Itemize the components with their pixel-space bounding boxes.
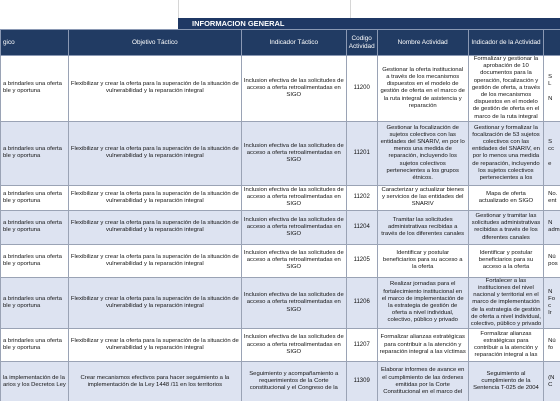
table-row: [1, 56, 560, 122]
cell-tactical-objective-line: Crear mecanismos efectivos para hacer seguimiento a la: [80, 374, 230, 381]
cell-activity-indicator-line: de reparación, incluyendo: [472, 160, 540, 167]
header-col-strategic[interactable]: gico: [1, 30, 69, 56]
cell-tactical-objective[interactable]: [68, 277, 241, 328]
cell-extra-line: [548, 88, 559, 95]
cell-strategic-objective[interactable]: [1, 121, 69, 185]
cell-activity-name[interactable]: [377, 244, 468, 277]
cell-activity-name-line: étnicos.: [412, 174, 433, 181]
cell-activity-name-line: Constitucional en el marco del: [383, 388, 463, 395]
data-table: [0, 29, 560, 401]
cell-tactical-objective-line: Flexibilizar y crear la oferta para la superación de la situación de: [70, 81, 239, 88]
cell-activity-name[interactable]: [377, 56, 468, 122]
cell-tactical-indicator-line: acceso a oferta retroalimentadas en: [246, 84, 341, 91]
cell-activity-indicator-line: documentos para la: [480, 70, 532, 77]
cell-activity-indicator-line: Mapa de oferta: [486, 190, 526, 197]
cell-activity-indicator-line: acceso a la oferta: [482, 264, 530, 271]
cell-activity-name-line: oferta a nivel individual,: [391, 310, 454, 317]
cell-extra[interactable]: [544, 362, 560, 401]
header-extra[interactable]: [544, 30, 560, 56]
cell-activity-name-line: Formalizar alianzas estratégicas: [380, 334, 465, 341]
cell-tactical-indicator-line: SIGO: [286, 348, 302, 355]
cell-activity-indicator-line: colectivo, público y privado: [470, 321, 542, 328]
cell-tactical-indicator[interactable]: [241, 121, 346, 185]
cell-activity-name[interactable]: [377, 210, 468, 244]
cell-tactical-objective-line: Flexibilizar y crear la oferta para la superación de la situación de: [70, 295, 239, 302]
cell-activity-indicator-line: focalización de 53 sujetos: [472, 131, 540, 138]
cell-activity-indicator-line: de oferta a nivel individual,: [471, 313, 541, 320]
section-banner[interactable]: INFORMACION GENERAL: [178, 18, 560, 29]
cell-tactical-indicator[interactable]: [241, 277, 346, 328]
cell-extra[interactable]: [544, 329, 560, 362]
cell-strategic-objective-line: ble y oportuna: [3, 197, 41, 204]
cell-activity-indicator-line: Identificar y postular: [479, 250, 533, 257]
cell-activity-name[interactable]: [377, 329, 468, 362]
cell-activity-indicator-line: Sentencia T-025 de 2004: [473, 385, 539, 392]
cell-tactical-indicator-line: Inclusion efectiva de las solicitudes de: [243, 187, 344, 194]
cell-activity-indicator-line: Gestionar y tramitar las: [475, 212, 537, 219]
cell-activity-indicator-line: beneficiarios para su: [478, 257, 534, 264]
cell-activity-indicator-line: Fortalecer a las: [485, 277, 527, 284]
cell-activity-indicator[interactable]: [468, 362, 543, 401]
table-row: [1, 121, 560, 185]
header-tactical-objective[interactable]: Objetivo Táctico: [68, 30, 241, 56]
cell-tactical-indicator-line: Inclusion efectiva de las solicitudes de: [243, 77, 344, 84]
cell-extra-line: fo: [548, 345, 554, 352]
cell-activity-name-line: sujetos colectivos: [399, 160, 446, 167]
cell-activity-indicator-line: de la estrategia de gestión: [471, 306, 541, 313]
cell-activity-indicator[interactable]: [468, 277, 543, 328]
cell-strategic-objective[interactable]: [1, 56, 69, 122]
cell-tactical-indicator[interactable]: [241, 56, 346, 122]
cell-activity-indicator[interactable]: [468, 244, 543, 277]
cell-extra[interactable]: [544, 210, 560, 244]
cell-tactical-objective[interactable]: [68, 121, 241, 185]
cell-extra-line: e: [548, 160, 552, 167]
cell-tactical-indicator-line: SIGO: [286, 306, 302, 313]
cell-activity-indicator-line: aprobación de 10: [483, 63, 529, 70]
cell-activity-name-line: dispuestos en el modelo de: [386, 81, 459, 88]
cell-activity-indicator-line: por lo menos una medida: [472, 153, 540, 160]
cell-activity-name-line: administrativas recibidas a: [388, 223, 458, 230]
cell-extra-line: S: [548, 74, 553, 80]
cell-activity-indicator-line: instituciones del nivel: [478, 285, 534, 292]
cell-tactical-indicator-line: requerimientos de la Corte: [259, 378, 329, 385]
cell-activity-name-line: la estrategia de gestión de: [388, 303, 458, 310]
cell-tactical-indicator-line: Inclusion efectiva de las solicitudes de: [243, 250, 344, 257]
cell-extra-line: S: [548, 138, 553, 145]
cell-activity-indicator-line: actualizado en SIGO: [478, 197, 534, 204]
cell-activity-code[interactable]: 11207: [346, 329, 377, 362]
cell-extra[interactable]: [544, 56, 560, 122]
cell-activity-name-line: Elaborar informes de avance en: [380, 367, 465, 374]
cell-tactical-indicator-line: Inclusion efectiva de las solicitudes de: [243, 142, 344, 149]
cell-strategic-objective-line: a brindarles una oferta: [3, 190, 62, 197]
cell-tactical-indicator[interactable]: [241, 329, 346, 362]
cell-tactical-objective-line: implementación de la Ley 1448 /11 en los territorios: [87, 381, 223, 388]
cell-activity-name-line: Identificar y postular: [396, 250, 450, 257]
cell-strategic-objective-line: a brindarles una oferta: [3, 295, 62, 302]
cell-tactical-indicator-line: acceso a oferta retroalimentadas en: [246, 149, 341, 156]
table-row: [1, 185, 560, 210]
cell-extra-line: C: [548, 381, 553, 388]
cell-activity-name-line: menos una medida de: [393, 146, 452, 153]
cell-activity-indicator-line: operación, focalización y: [473, 77, 539, 84]
cell-activity-code[interactable]: 11200: [346, 56, 377, 122]
cell-activity-name-line: el cumplimiento de las órdenes: [382, 374, 464, 381]
cell-activity-indicator-line: Formalizar alianzas: [480, 330, 532, 337]
cell-extra-line: pos: [548, 260, 558, 267]
cell-activity-name-line: reparación: [408, 102, 437, 109]
cell-activity-indicator-line: de los mecanismos: [480, 92, 532, 99]
cell-activity-code[interactable]: 11206: [346, 277, 377, 328]
cell-strategic-objective-line: a brindarles una oferta: [3, 146, 62, 153]
cell-activity-indicator-line: Formalizar y gestionar la: [473, 56, 539, 62]
cell-tactical-objective[interactable]: [68, 210, 241, 244]
gridline: [178, 0, 179, 18]
cell-extra-line: Fo: [548, 295, 556, 302]
cell-extra-line: N: [548, 288, 553, 295]
cell-activity-indicator-line: de gestión de oferta en el: [472, 106, 540, 113]
cell-strategic-objective-line: arios y los Decretos Ley: [3, 381, 66, 388]
cell-activity-indicator-line: nacional y territorial en el: [473, 292, 539, 299]
header-activity-name[interactable]: Nombre Actividad: [377, 30, 468, 56]
cell-tactical-objective[interactable]: [68, 185, 241, 210]
cell-tactical-objective[interactable]: [68, 329, 241, 362]
cell-tactical-indicator-line: SIGO: [286, 201, 302, 208]
cell-strategic-objective[interactable]: [1, 329, 69, 362]
cell-activity-name-line: través de los diferentes canales: [381, 230, 465, 237]
cell-activity-indicator[interactable]: [468, 56, 543, 122]
table-row: [1, 244, 560, 277]
cell-activity-name-line: Realizar jornadas para el: [389, 281, 456, 288]
cell-activity-indicator-line: colectivos con las: [482, 138, 530, 145]
cell-tactical-indicator[interactable]: [241, 185, 346, 210]
cell-tactical-objective[interactable]: [68, 362, 241, 401]
cell-tactical-indicator-line: Inclusion efectiva de las solicitudes de: [243, 334, 344, 341]
cell-tactical-objective-line: Flexibilizar y crear la oferta para la superación de la situación de: [70, 253, 239, 260]
cell-tactical-indicator-line: Inclusion efectiva de las solicitudes de: [243, 292, 344, 299]
cell-tactical-objective-line: vulnerabilidad y la reparación integral: [106, 197, 204, 204]
cell-tactical-indicator-line: acceso a oferta retroalimentadas en: [246, 194, 341, 201]
cell-strategic-objective-line: ble y oportuna: [3, 260, 41, 267]
cell-extra-line: ent: [548, 197, 557, 204]
cell-tactical-indicator-line: constitucional y el Congreso de la: [249, 385, 338, 392]
cell-tactical-indicator-line: acceso a oferta retroalimentadas en: [246, 257, 341, 264]
banner-left-blank: [0, 18, 178, 29]
cell-tactical-objective-line: vulnerabilidad y la reparación integral: [106, 88, 204, 95]
cell-activity-indicator[interactable]: [468, 121, 543, 185]
cell-strategic-objective[interactable]: [1, 185, 69, 210]
cell-extra-line: cc: [548, 146, 555, 153]
header-activity-code-line1: Codigo: [351, 34, 372, 42]
cell-activity-name-line: pertenecientes a los grupos: [386, 167, 459, 174]
cell-activity-name[interactable]: [377, 121, 468, 185]
cell-activity-name-line: reparación integral a las víctimas: [379, 348, 466, 355]
cell-activity-indicator-line: dispuestos en el modelo: [474, 99, 538, 106]
table-row: [1, 277, 560, 328]
cell-activity-indicator-line: diferentes canales: [482, 234, 530, 241]
cell-activity-code[interactable]: 11201: [346, 121, 377, 185]
header-tactical-indicator[interactable]: Indicador Táctico: [241, 30, 346, 56]
cell-activity-name-line: a través de los mecanismos: [386, 74, 460, 80]
cell-activity-indicator-line: recibidas a través de los: [474, 227, 538, 234]
cell-tactical-objective-line: vulnerabilidad y la reparación integral: [106, 227, 204, 234]
cell-activity-name-line: el marco de implementación de: [381, 295, 464, 302]
cell-activity-indicator[interactable]: [468, 329, 543, 362]
cell-activity-indicator-line: reparación integral a las: [474, 352, 538, 359]
cell-activity-name-line: beneficiarios para su acceso a: [382, 257, 463, 264]
cell-tactical-objective[interactable]: [68, 244, 241, 277]
cell-tactical-indicator[interactable]: [241, 244, 346, 277]
cell-tactical-objective-line: Flexibilizar y crear la oferta para la superación de la situación de: [70, 190, 239, 197]
cell-activity-indicator-line: pertenecientes a los: [479, 174, 533, 181]
cell-extra-line: L: [548, 81, 552, 88]
cell-activity-name[interactable]: [377, 362, 468, 401]
cell-activity-code[interactable]: 11204: [346, 210, 377, 244]
cell-activity-indicator-line: entidades del SNARIV, en: [472, 146, 540, 153]
header-activity-code[interactable]: [346, 30, 377, 56]
header-activity-code-line2: Actividad: [348, 42, 375, 50]
cell-activity-code[interactable]: 11202: [346, 185, 377, 210]
cell-strategic-objective[interactable]: [1, 210, 69, 244]
header-row: [1, 30, 560, 56]
cell-activity-name-line: entidades del SNARIV, en por lo: [380, 138, 465, 145]
cell-strategic-objective[interactable]: [1, 277, 69, 328]
cell-tactical-objective[interactable]: [68, 56, 241, 122]
cell-extra-line: adm: [548, 227, 560, 234]
cell-tactical-objective-line: vulnerabilidad y la reparación integral: [106, 303, 204, 310]
cell-activity-indicator-line: contribuir a la atención y: [474, 345, 538, 352]
cell-tactical-indicator[interactable]: [241, 210, 346, 244]
cell-strategic-objective[interactable]: [1, 362, 69, 401]
table-row: [1, 210, 560, 244]
cell-tactical-indicator[interactable]: [241, 362, 346, 401]
header-activity-indicator[interactable]: Indicador de la Actividad: [468, 30, 543, 56]
cell-activity-name[interactable]: [377, 277, 468, 328]
cell-tactical-indicator-line: SIGO: [286, 264, 302, 271]
cell-strategic-objective-line: ble y oportuna: [3, 153, 41, 160]
cell-activity-name-line: y servicios de las entidades del: [381, 194, 464, 201]
cell-strategic-objective-line: ble y oportuna: [3, 227, 41, 234]
cell-strategic-objective[interactable]: [1, 244, 69, 277]
cell-extra-line: Ir: [548, 310, 552, 317]
cell-strategic-objective-line: ble y oportuna: [3, 88, 41, 95]
cell-activity-name-line: la oferta: [412, 264, 434, 271]
cell-activity-name-line: colectivo, público y privado: [387, 317, 458, 324]
cell-tactical-indicator-line: acceso a oferta retroalimentadas en: [246, 223, 341, 230]
cell-activity-name-line: reparación, incluyendo los: [388, 153, 457, 160]
cell-tactical-objective-line: vulnerabilidad y la reparación integral: [106, 345, 204, 352]
gridline: [350, 0, 351, 18]
cell-activity-indicator-line: los sujetos colectivos: [478, 167, 534, 174]
cell-extra[interactable]: [544, 121, 560, 185]
cell-activity-indicator-line: cumplimiento de la: [481, 378, 531, 385]
cell-activity-name-line: Gestionar la oferta institucional: [382, 66, 464, 73]
cell-activity-indicator[interactable]: [468, 210, 543, 244]
cell-activity-code[interactable]: 11205: [346, 244, 377, 277]
cell-tactical-objective-line: Flexibilizar y crear la oferta para la superación de la situación de: [70, 146, 239, 153]
cell-strategic-objective-line: a brindarles una oferta: [3, 81, 62, 88]
cell-tactical-indicator-line: SIGO: [286, 230, 302, 237]
table-row: [1, 362, 560, 401]
cell-extra-line: N: [548, 220, 553, 227]
cell-tactical-objective-line: Flexibilizar y crear la oferta para la superación de la situación de: [70, 338, 239, 345]
cell-tactical-objective-line: vulnerabilidad y la reparación integral: [106, 260, 204, 267]
cell-activity-indicator-line: solicitudes administrativas: [471, 220, 541, 227]
cell-activity-name-line: emitidas por la Corte: [395, 381, 450, 388]
cell-tactical-indicator-line: Inclusion efectiva de las solicitudes de: [243, 216, 344, 223]
cell-strategic-objective-line: ble y oportuna: [3, 345, 41, 352]
cell-extra-line: (N: [548, 374, 555, 381]
cell-extra-line: [548, 153, 559, 160]
cell-activity-indicator-line: gestión de oferta, a través: [471, 84, 541, 91]
cell-activity-name-line: fortalecimiento institucional en: [383, 288, 463, 295]
cell-tactical-objective-line: vulnerabilidad y la reparación integral: [106, 153, 204, 160]
cell-activity-indicator[interactable]: [468, 185, 543, 210]
cell-activity-indicator-line: estratégicas para: [483, 338, 529, 345]
table-row: [1, 329, 560, 362]
cell-extra[interactable]: [544, 277, 560, 328]
cell-tactical-indicator-line: SIGO: [286, 92, 302, 99]
cell-activity-name-line: para contribuir a la atención y: [384, 341, 462, 348]
cell-activity-name-line: la ruta integral de asistencia y: [383, 95, 462, 102]
cell-strategic-objective-line: a brindarles una oferta: [3, 253, 62, 260]
cell-activity-name-line: sujetos colectivos con las: [389, 131, 456, 138]
cell-extra-line: No.: [548, 190, 558, 197]
cell-tactical-objective-line: Flexibilizar y crear la oferta para la superación de la situación de: [70, 220, 239, 227]
cell-extra-line: N: [548, 95, 553, 102]
cell-strategic-objective-line: a brindarles una oferta: [3, 220, 62, 227]
cell-extra[interactable]: [544, 185, 560, 210]
cell-tactical-indicator-line: SIGO: [286, 156, 302, 163]
cell-extra-line: Nú: [548, 338, 556, 345]
cell-activity-name-line: gestión de oferta en el marco de: [380, 88, 465, 95]
cell-strategic-objective-line: ble y oportuna: [3, 303, 41, 310]
cell-activity-indicator-line: Gestionar y formalizar la: [474, 124, 538, 131]
sheet-top-row: [0, 0, 560, 19]
cell-extra-line: Nú: [548, 253, 556, 260]
cell-strategic-objective-line: la implementación de la: [3, 374, 65, 381]
cell-tactical-indicator-line: acceso a oferta retroalimentadas en: [246, 341, 341, 348]
cell-extra[interactable]: [544, 244, 560, 277]
cell-activity-name-line: Tramitar las solicitudes: [392, 216, 453, 223]
cell-activity-name-line: Caracterizar y actualizar bienes: [381, 187, 464, 194]
cell-activity-indicator-line: marco de implementación: [472, 299, 540, 306]
cell-activity-indicator-line: marco de la ruta integral: [474, 113, 538, 120]
cell-activity-code[interactable]: 11309: [346, 362, 377, 401]
cell-strategic-objective-line: a brindarles una oferta: [3, 338, 62, 345]
cell-activity-name-line: Gestionar la focalización de: [386, 124, 459, 131]
cell-tactical-indicator-line: acceso a oferta retroalimentadas en: [246, 299, 341, 306]
cell-extra-line: c: [548, 303, 552, 310]
cell-activity-indicator-line: Seguimiento al: [486, 370, 526, 377]
cell-activity-name[interactable]: [377, 185, 468, 210]
cell-activity-name-line: SNARIV: [411, 201, 434, 208]
cell-tactical-indicator-line: Seguimiento y acompañamiento a: [249, 370, 339, 377]
